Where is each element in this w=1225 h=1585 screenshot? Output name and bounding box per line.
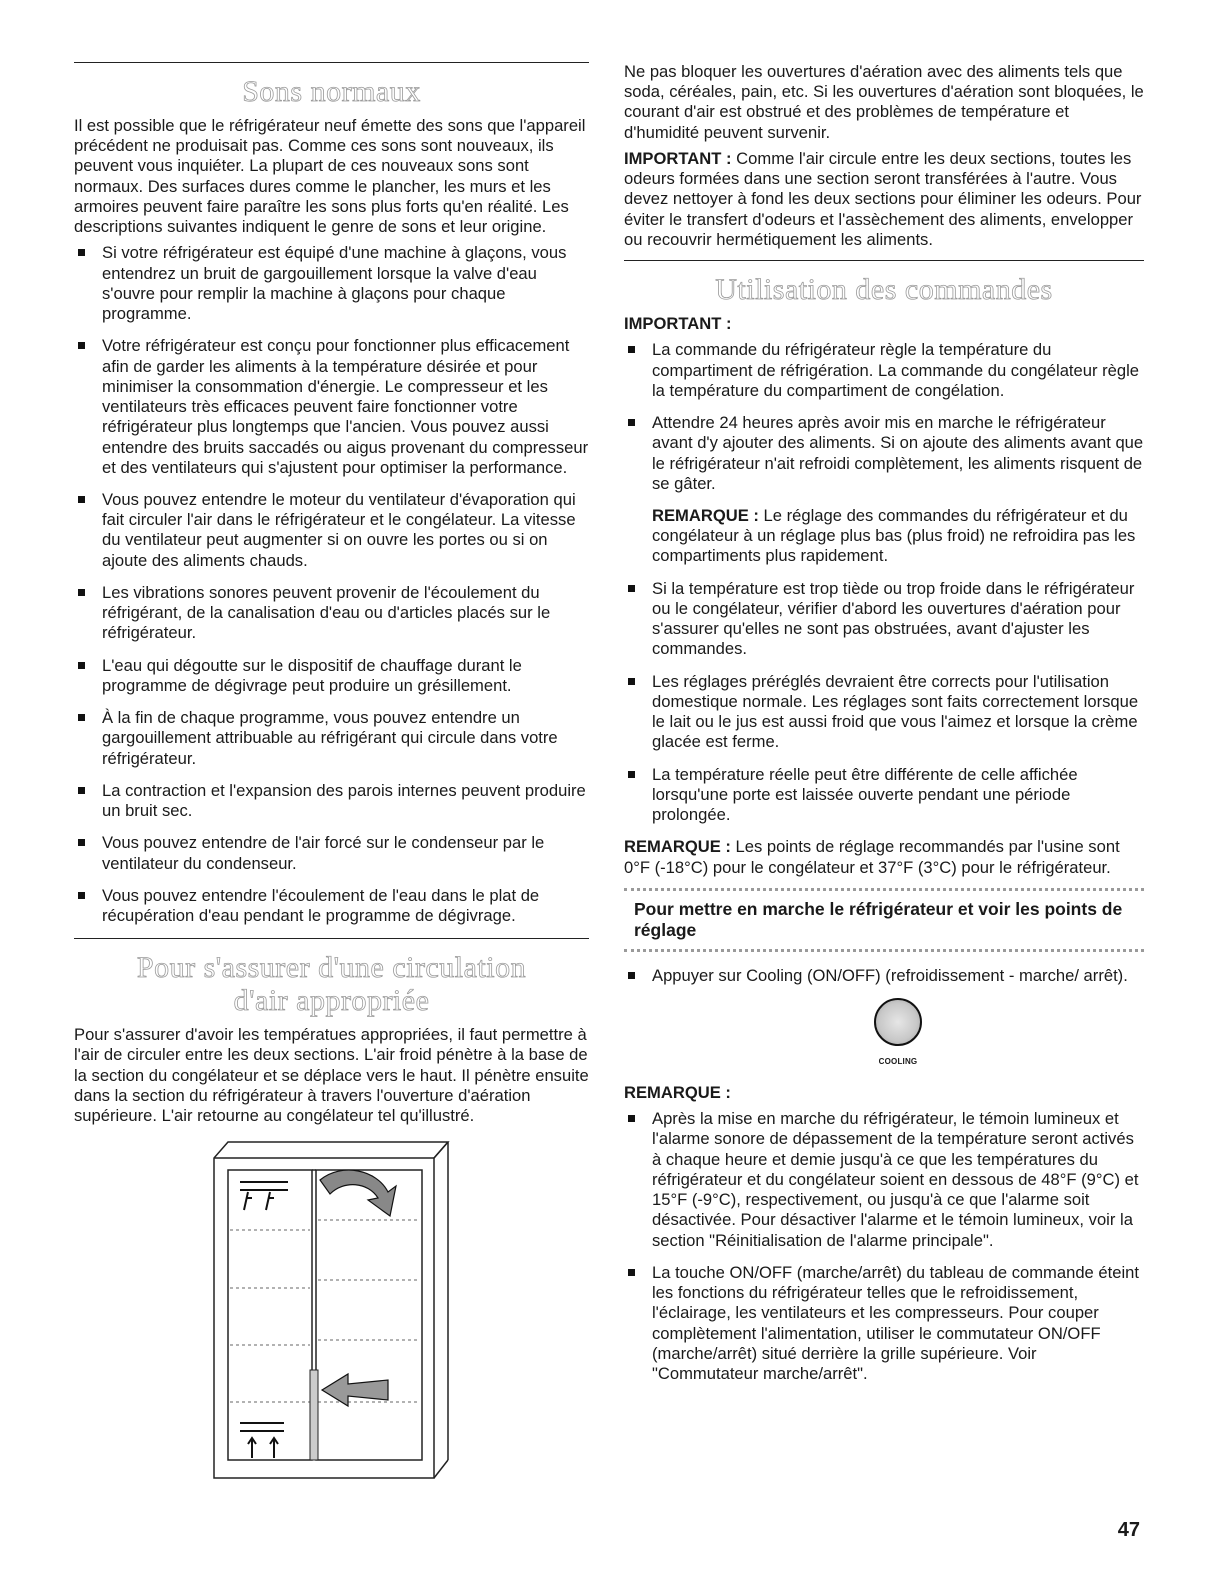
list-item: Si votre réfrigérateur est équipé d'une machine à glaçons, vous entendrez un bruit de gargouillement lorsque la valve d'eau s'ouvre pour remplir la machine à glaçons pour chaque programme.: [74, 243, 589, 324]
vent-text: Ne pas bloquer les ouvertures d'aération avec des aliments tels que soda, céréales, pain, etc. Si les ouvertures d'aération sont bloquées, le courant d'air est obstrué et des problèmes de température et d'humidité peuvent survenir.: [624, 62, 1144, 142]
subsection-heading: Pour mettre en marche le réfrigérateur et voir les points de réglage: [624, 888, 1144, 952]
important-note: [624, 149, 1144, 250]
section-divider: [624, 260, 1144, 261]
sons-normaux-title: Sons normaux: [242, 75, 421, 108]
list-item: La température réelle peut être différente de celle affichée lorsqu'une porte est laissée ouverte pendant une période prolongée.: [624, 765, 1144, 826]
list-item: Votre réfrigérateur est conçu pour fonctionner plus efficacement afin de garder les aliments à la température désirée et pour minimiser la consommation d'énergie. Le compresseur et les ventilateurs très efficaces peuvent faire fonctionner votre réfrigérateur plus longtemps que l'ancien. Vous pouvez aussi entendre des bruits saccadés ou aigus provenant du compresseur et des ventilateurs qui s'ajustent pour optimiser la performance.: [74, 336, 589, 478]
remarque-setpoints: [624, 837, 1144, 877]
list-item: Les vibrations sonores peuvent provenir de l'écoulement du réfrigérant, de la canalisation d'eau ou d'articles placés sur le réfrigérateur.: [74, 583, 589, 644]
important-text: Comme l'air circule entre les deux sections, toutes les odeurs formées dans une section seront transférées à l'autre. Vous devez nettoyer à fond les deux sections pour éliminer les odeurs. Pour éviter le transfert d'odeurs et l'assèchement des aliments, envelopper ou recouvrir hermétiquement les aliments.: [624, 148, 1142, 249]
commandes-list-cont: [624, 579, 1144, 826]
list-item: Vous pouvez entendre l'écoulement de l'eau dans le plat de récupération d'eau pendant le programme de dégivrage.: [74, 886, 589, 926]
commandes-list: [624, 340, 1144, 494]
list-item: Vous pouvez entendre le moteur du ventilateur d'évaporation qui fait circuler l'air dans le réfrigérateur et le congélateur. La vitesse du ventilateur peut augmenter si on ouvre les portes ou si on ajoute des aliments chauds.: [74, 490, 589, 571]
remarque-heading: REMARQUE :: [624, 1082, 731, 1102]
sons-list: [74, 243, 589, 926]
left-column: [74, 62, 589, 1486]
cooling-button-icon: [874, 998, 922, 1046]
list-item: La commande du réfrigérateur règle la température du compartiment de réfrigération. La commande du congélateur règle la température du compartiment de congélation.: [624, 340, 1144, 401]
page-number: 47: [1117, 1519, 1140, 1541]
list-item: Attendre 24 heures après avoir mis en marche le réfrigérateur avant d'y ajouter des aliments. Si on ajoute des aliments avant que le réfrigérateur n'ait refroidi complètement, les aliments risquent de se gâter.: [624, 413, 1144, 494]
circulation-text: Pour s'assurer d'avoir les températues appropriées, il faut permettre à l'air de circuler entre les deux sections. L'air froid pénètre à la base de la section du congélateur et se déplace vers le haut. Il pénètre ensuite dans la section du réfrigérateur à travers l'ouverture d'aération supérieure. L'air retourne au congélateur tel qu'illustré.: [74, 1025, 589, 1126]
right-column: [624, 62, 1144, 1396]
list-item: L'eau qui dégoutte sur le dispositif de chauffage durant le programme de dégivrage peut produire un grésillement.: [74, 656, 589, 696]
remarque-label: REMARQUE :: [652, 505, 759, 525]
sons-intro: Il est possible que le réfrigérateur neuf émette des sons que l'appareil précédent ne produisait pas. Comme ces sons sont nouveaux, ils peuvent vous inquiéter. La plupart de ces nouveaux sons sont normaux. Des surfaces dures comme le plancher, les murs et les armoires peuvent faire paraître les sons plus forts qu'en réalité. Les descriptions suivantes indiquent le genre de sons et leur origine.: [74, 116, 586, 237]
list-item: À la fin de chaque programme, vous pouvez entendre un gargouillement attribuable au réfrigérant qui circule dans votre réfrigérateur.: [74, 708, 589, 769]
list-item: La contraction et l'expansion des parois internes peuvent produire un bruit sec.: [74, 781, 589, 821]
remarque-text: Les points de réglage recommandés par l'usine sont 0°F (-18°C) pour le congélateur et 37°F (3°C) pour le réfrigérateur.: [624, 837, 1120, 877]
remarque-label: REMARQUE :: [624, 837, 731, 857]
remarque-list: [624, 1109, 1144, 1384]
list-item: Vous pouvez entendre de l'air forcé sur le condenseur par le ventilateur du condenseur.: [74, 833, 589, 873]
section-divider: [74, 938, 589, 939]
cooling-control: [624, 998, 1144, 1067]
airflow-arrow-bottom: [322, 1374, 388, 1406]
circulation-title: [74, 951, 589, 1017]
airflow-diagram: [212, 1140, 452, 1480]
cooling-label: COOLING: [878, 1057, 918, 1067]
airflow-arrow-top: [320, 1170, 396, 1216]
circulation-title-line1: Pour s'assurer d'une circulation: [136, 951, 527, 985]
list-item: La touche ON/OFF (marche/arrêt) du tableau de commande éteint les fonctions du réfrigérateur telles que le refroidissement, l'éclairage, les ventilateurs et les compresseurs. Pour couper complètement l'alimentation, utiliser le commutateur ON/OFF (marche/arrêt) situé derrière la grille supérieure. Voir "Commutateur marche/arrêt".: [624, 1263, 1144, 1384]
remarque-note: [624, 506, 1144, 567]
list-item: Après la mise en marche du réfrigérateur, le témoin lumineux et l'alarme sonore de dépassement de la température seront activés à chaque heure et demie jusqu'à ce que les températures du réfrigérateur et du congélateur soient en dessous de 48°F (9°C) et 15°F (-9°C), respectivement, ou jusqu'à ce que l'alarme soit désactivée. Pour désactiver l'alarme et le témoin lumineux, voir la section "Réinitialisation de l'alarme principale".: [624, 1109, 1144, 1251]
list-item: Appuyer sur Cooling (ON/OFF) (refroidissement - marche/ arrêt).: [624, 966, 1144, 986]
important-heading: IMPORTANT :: [624, 314, 732, 334]
circulation-title-line2: d'air appropriée: [233, 984, 430, 1018]
commandes-title: Utilisation des commandes: [715, 273, 1053, 307]
fridge-compartment: [316, 1170, 422, 1460]
section-divider: [74, 62, 589, 63]
press-list: [624, 966, 1144, 986]
remarque-text: Le réglage des commandes du réfrigérateur et du congélateur à un réglage plus bas (plus froid) ne refroidira pas les compartiments plus rapidement.: [652, 505, 1136, 566]
list-item: Si la température est trop tiède ou trop froide dans le réfrigérateur ou le congélateur, vérifier d'abord les ouvertures d'aération pour s'assurer qu'elles ne sont pas obstruées, avant d'ajuster les commandes.: [624, 579, 1144, 660]
freezer-compartment: [228, 1170, 312, 1460]
important-label: IMPORTANT :: [624, 148, 732, 168]
list-item: Les réglages préréglés devraient être corrects pour l'utilisation domestique normale. Les réglages sont faits correctement lorsque le lait ou le jus est aussi froid que vous l'aimez et lorsque la crème glacée est ferme.: [624, 672, 1144, 753]
